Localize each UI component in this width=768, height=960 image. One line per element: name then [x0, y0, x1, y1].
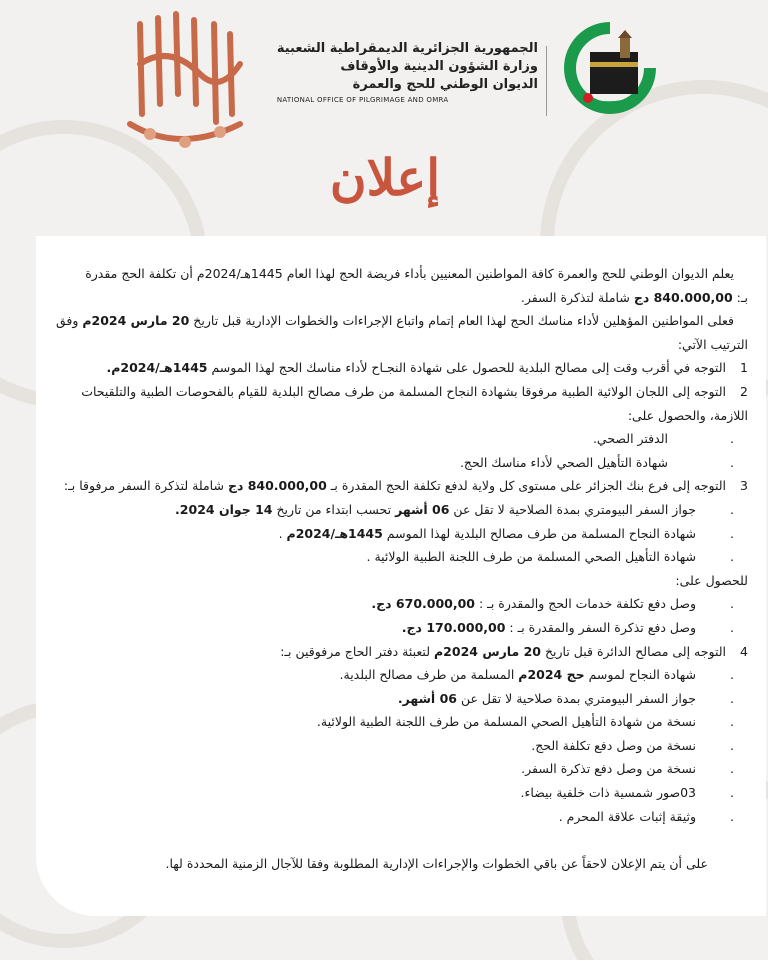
intro-line-2: بـ: 840.000,00 دج شاملة لتذكرة السفر.	[520, 289, 748, 305]
intro-line-3: فعلى المواطنين المؤهلين لأداء مناسك الحج لهذا العام إتمام واتباع الإجراءات والخطوات الإدارية قبل تاريخ 20 مارس 2024م وفق	[55, 313, 734, 329]
header-text	[277, 40, 538, 104]
list-item: . وصل دفع تذكرة السفر والمقدرة بـ : 170.000,00 دج.	[401, 619, 734, 635]
list-item: . نسخة من وصل دفع تذكرة السفر.	[521, 761, 734, 777]
intro-line-1: يعلم الديوان الوطني للحج والعمرة كافة المواطنين المعنيين بأداء فريضة الحج لهذا العام 1445هـ/2024م أن تكلفة الحج مقدرة	[85, 266, 734, 281]
step-3: 3التوجه إلى فرع بنك الجزائر على مستوى كل ولاية لدفع تكلفة الحج المقدرة بـ 840.000,00 دج شاملة لتذكرة السفر مرفوقا بـ:	[63, 478, 748, 494]
list-item: . شهادة التأهيل الصحي المسلمة من طرف اللجنة الطبية الولائية .	[366, 549, 734, 565]
office-name-en: NATIONAL OFFICE OF PILGRIMAGE AND OMRA	[276, 96, 449, 104]
obtain-heading: للحصول على:	[675, 572, 748, 588]
list-item: . وصل دفع تكلفة خدمات الحج والمقدرة بـ : 670.000,00 دج.	[371, 596, 734, 612]
list-item: . نسخة من شهادة التأهيل الصحي المسلمة من طرف اللجنة الطبية الولائية.	[316, 714, 734, 730]
announcement-body	[36, 262, 748, 876]
quran-calligraphy-icon	[110, 4, 260, 154]
list-item: . الدفتر الصحي.	[592, 431, 734, 447]
header-divider	[546, 46, 547, 116]
list-item: . جواز السفر البيومتري بمدة صلاحية لا تقل عن 06 أشهر.	[397, 690, 734, 706]
list-item: . جواز السفر البيومتري بمدة الصلاحية لا تقل عن 06 أشهر تحسب ابتداء من تاريخ 14 جوان 2024.	[175, 501, 734, 517]
step-2: 2التوجه إلى اللجان الولائية الطبية مرفوقا بشهادة النجاح المسلمة من طرف مصالح البلدية للقيام بالفحوصات الطبية والتلقيحات	[81, 383, 748, 399]
republic-name: الجمهورية الجزائرية الديمقراطية الشعبية	[276, 41, 538, 56]
list-item: . شهادة التأهيل الصحي لأداء مناسك الحج.	[459, 454, 734, 470]
step-1: 1التوجه في أقرب وقت إلى مصالح البلدية للحصول على شهادة النجـاح لأداء مناسك الحج لهذا الموسم 1445هـ/2024م.	[106, 360, 748, 376]
step-4: 4التوجه إلى مصالح الدائرة قبل تاريخ 20 مارس 2024م لتعبئة دفتر الحاج مرفوقين بـ:	[280, 643, 748, 659]
list-item: . نسخة من وصل دفع تكلفة الحج.	[531, 737, 734, 753]
office-name-ar: الديوان الوطني للحج والعمرة	[352, 77, 538, 92]
list-item: . شهادة النجاح لموسم حج 2024م المسلمة من طرف مصالح البلدية.	[339, 667, 734, 683]
step-2-cont: اللازمة، والحصول على:	[627, 407, 748, 423]
list-item: . شهادة النجاح المسلمة من طرف مصالح البلدية لهذا الموسم 1445هـ/2024م .	[278, 525, 734, 541]
list-item: . 03صور شمسية ذات خلفية بيضاء.	[520, 785, 734, 801]
list-item: . وثيقة إثبات علاقة المحرم .	[558, 808, 734, 824]
closing-text: على أن يتم الإعلان لاحقاً عن باقي الخطوات والإجراءات الإدارية المطلوبة وفقا للآجال الزمنية المحددة لها.	[165, 856, 708, 872]
onpo-logo-icon	[560, 18, 660, 118]
intro-line-4: الترتيب الآتي:	[677, 336, 748, 352]
page-title: إعلان	[329, 148, 441, 207]
ministry-name: وزارة الشؤون الدينية والأوقاف	[340, 59, 538, 74]
